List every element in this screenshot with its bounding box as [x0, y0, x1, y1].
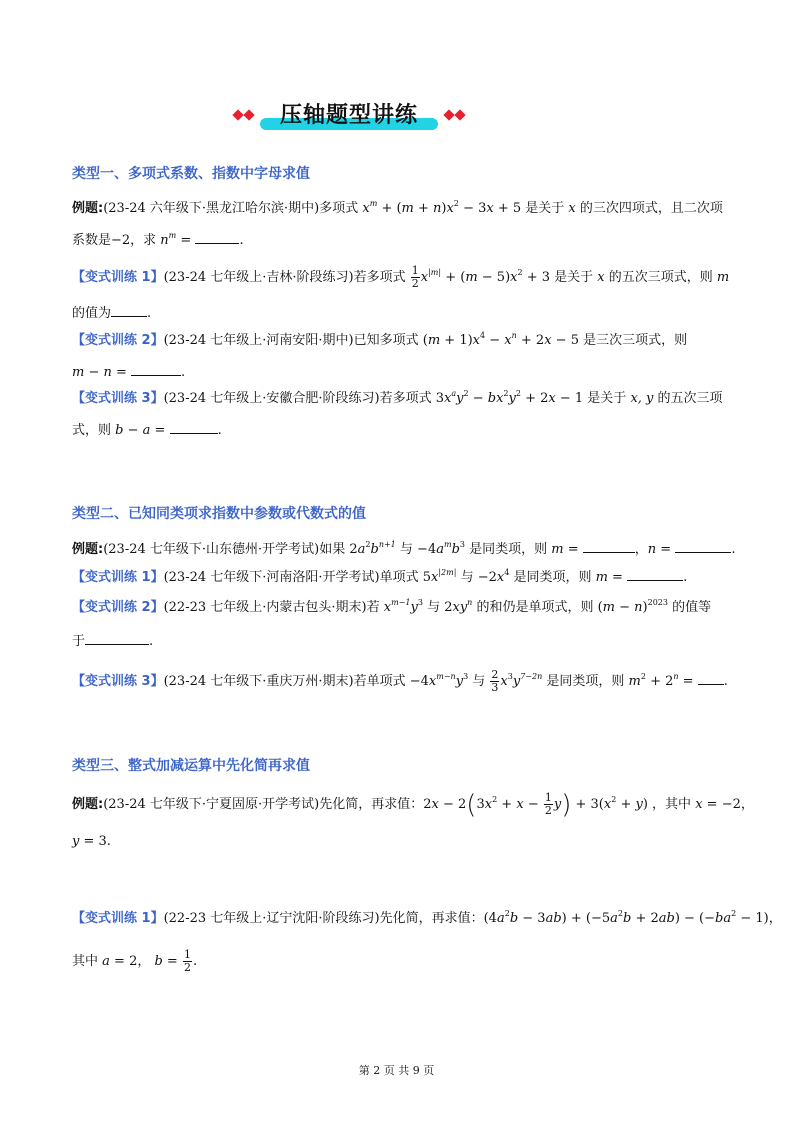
example-problem: 例题:(23-24 七年级下·宁夏固原·开学考试)先化简，再求值：$2x - 2(3x^2 + x$ − $\frac{1}{2}$ $y) + 3(x^2 + y)$ ，其中 x = −2， — [72, 790, 754, 820]
answer-blank[interactable] — [131, 361, 181, 376]
answer-blank[interactable] — [675, 538, 731, 553]
example-label: 例题: — [72, 542, 104, 557]
diamond-icon — [232, 109, 243, 120]
drill-label: 【变式训练 1】 — [72, 570, 164, 585]
answer-blank[interactable] — [195, 229, 239, 244]
answer-blank[interactable] — [111, 302, 147, 317]
section-heading: 类型二、已知同类项求指数中参数或代数式的值 — [72, 506, 366, 522]
drill-problem: 【变式训练 3】(23-24 七年级下·重庆万州·期末)若单项式 $-4x^{m-n}y^3$ 与 $\frac{2}{3}$ $x^3y^{7-2n}$ 是同类项，则 $m^2 + 2^n$ = . — [72, 668, 728, 694]
section-heading: 类型三、整式加减运算中先化简再求值 — [72, 758, 310, 774]
drill-label: 【变式训练 1】 — [72, 911, 164, 926]
answer-blank[interactable] — [627, 566, 683, 581]
problem-source: (23-24 六年级下·黑龙江哈尔滨·期中) — [103, 201, 320, 216]
diamond-icon — [454, 109, 465, 120]
drill-problem: 【变式训练 2】(23-24 七年级上·河南安阳·期中)已知多项式 $(m + 1)x^4 - x^n + 2x - 5$ 是三次三项式，则 — [72, 331, 688, 348]
problem-source: (22-23 七年级上·辽宁沈阳·阶段练习) — [163, 911, 380, 926]
drill-problem: 【变式训练 2】(22-23 七年级上·内蒙古包头·期末)若 $x^{m-1}y^3$ 与 $2xy^n$ 的和仍是单项式，则 $(m - n)^{2023}$ 的值等 — [72, 598, 712, 615]
title-banner — [232, 96, 472, 136]
drill-problem: 【变式训练 1】(23-24 七年级下·河南洛阳·开学考试)单项式 $5x^{|2m|}$ 与 $-2x^4$ 是同类项，则 m = . — [72, 568, 688, 585]
answer-blank[interactable] — [170, 419, 218, 434]
problem-continuation: 其中 a = 2， b = $\frac{1}{2}$ . — [72, 948, 198, 974]
drill-label: 【变式训练 2】 — [72, 600, 164, 615]
drill-label: 【变式训练 3】 — [72, 391, 164, 406]
diamond-icon — [443, 109, 454, 120]
drill-problem: 【变式训练 3】(23-24 七年级上·安徽合肥·阶段练习)若多项式 $3x^ay^2 - bx^2y^2 + 2x - 1$ 是关于 x, y 的五次三项 — [72, 389, 723, 406]
problem-continuation: m − n = . — [72, 361, 185, 383]
drill-label: 【变式训练 3】 — [72, 674, 164, 689]
drill-problem: 【变式训练 1】(23-24 七年级上·吉林·阶段练习)若多项式 $\frac{1}{2}$ $x^{|m|} + (m - 5)x^2 + 3$ 是关于 x 的五次三项式，则 m — [72, 264, 730, 290]
problem-source: (23-24 七年级下·山东德州·开学考试) — [103, 542, 320, 557]
example-problem: 例题:(23-24 七年级下·山东德州·开学考试)如果 $2a^2b^{n+1}$ 与 $-4a^mb^3$ 是同类项，则 m = ，n = . — [72, 540, 736, 557]
problem-continuation: 的值为 . — [72, 302, 151, 324]
page-title: 压轴题型讲练 — [279, 103, 418, 128]
example-label: 例题: — [72, 201, 104, 216]
drill-label: 【变式训练 2】 — [72, 333, 164, 348]
answer-blank[interactable] — [85, 630, 149, 645]
problem-source: (23-24 七年级上·吉林·阶段练习) — [163, 270, 354, 285]
example-label: 例题: — [72, 797, 104, 812]
problem-continuation: 系数是−2，求 $n^m$ = . — [72, 231, 244, 248]
problem-continuation: 于 . — [72, 630, 153, 652]
answer-blank[interactable] — [583, 538, 635, 553]
section-heading: 类型一、多项式系数、指数中字母求值 — [72, 166, 310, 182]
example-problem: 例题:(23-24 六年级下·黑龙江哈尔滨·期中)多项式 $x^m + (m + n)x^2 - 3x + 5$ 是关于 x 的三次四项式，且二次项 — [72, 199, 723, 216]
problem-source: (23-24 七年级下·宁夏固原·开学考试) — [103, 797, 320, 812]
drill-problem: 【变式训练 1】(22-23 七年级上·辽宁沈阳·阶段练习)先化简，再求值：$(4a^2b - 3ab) + (-5a^2b + 2ab) - (-ba^2 - 1)$， — [72, 909, 782, 926]
problem-source: (23-24 七年级下·重庆万州·期末) — [163, 674, 354, 689]
problem-source: (23-24 七年级上·河南安阳·期中) — [163, 333, 354, 348]
diamond-icon — [243, 109, 254, 120]
problem-source: (22-23 七年级上·内蒙古包头·期末) — [163, 600, 367, 615]
problem-source: (23-24 七年级上·安徽合肥·阶段练习) — [163, 391, 380, 406]
drill-label: 【变式训练 1】 — [72, 270, 164, 285]
page-number: 第 2 页 共 9 页 — [358, 1064, 435, 1077]
problem-source: (23-24 七年级下·河南洛阳·开学考试) — [163, 570, 380, 585]
problem-continuation: y = 3. — [72, 834, 111, 849]
problem-continuation: 式，则 b − a = . — [72, 419, 222, 441]
answer-blank[interactable] — [698, 670, 724, 685]
